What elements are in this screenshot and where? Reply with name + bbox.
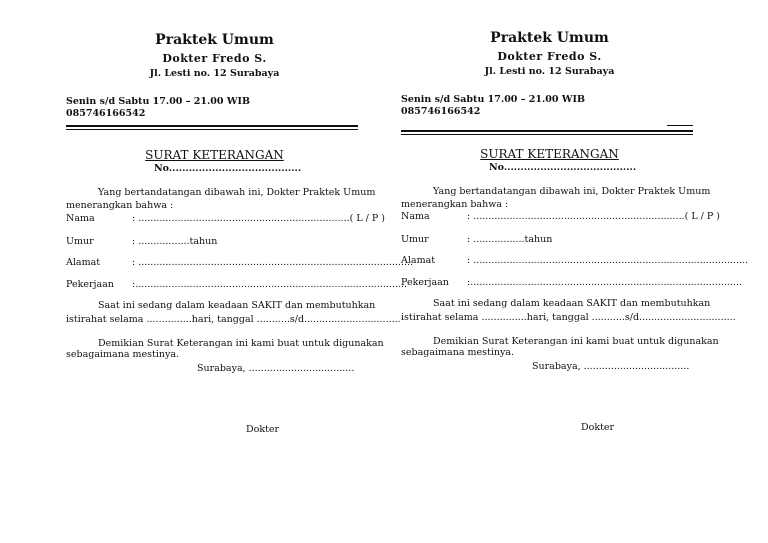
field-value-name: : ......................................................................( L / P ) [467, 211, 720, 222]
header-divider-thin [401, 134, 693, 135]
field-label-address: Alamat [401, 255, 436, 266]
field-value-age: : .................tahun [467, 234, 553, 245]
certificate-right [397, 30, 749, 510]
intro-line-2: menerangkan bahwa : [66, 200, 174, 211]
phone-number: 085746166542 [401, 106, 481, 117]
field-label-name: Nama [66, 213, 95, 224]
certificate-title: SURAT KETERANGAN [145, 148, 284, 162]
signature-label: Dokter [581, 422, 615, 433]
phone-number: 085746166542 [66, 108, 146, 119]
header-divider-thick [66, 125, 358, 127]
sick-statement-line-1: Saat ini sedang dalam keadaan SAKIT dan membutuhkan [98, 300, 376, 311]
certificate-left [62, 32, 414, 512]
clinic-address: Jl. Lesti no. 12 Surabaya [149, 68, 280, 79]
field-value-name: : ......................................................................( L / P ) [132, 213, 385, 224]
field-value-occupation: :.......................................................................................... [467, 277, 742, 288]
practice-hours: Senin s/d Sabtu 17.00 – 21.00 WIB [401, 94, 585, 105]
closing-line-1: Demikian Surat Keterangan ini kami buat untuk digunakan [433, 336, 719, 347]
place-date: Surabaya, ................................... [197, 363, 355, 374]
clinic-address: Jl. Lesti no. 12 Surabaya [484, 66, 615, 77]
doctor-name: Dokter Fredo S. [162, 52, 267, 65]
sick-statement-line-2: istirahat selama ...............hari, tanggal ...........s/d................................ [401, 312, 736, 323]
field-label-occupation: Pekerjaan [401, 277, 449, 288]
clinic-name: Praktek Umum [490, 30, 609, 46]
practice-hours: Senin s/d Sabtu 17.00 – 21.00 WIB [66, 96, 250, 107]
field-label-age: Umur [66, 236, 94, 247]
sick-statement-line-2: istirahat selama ...............hari, tanggal ...........s/d................................ [66, 314, 401, 325]
field-label-age: Umur [401, 234, 429, 245]
certificate-title: SURAT KETERANGAN [480, 147, 619, 161]
field-value-occupation: :.......................................................................................... [132, 279, 407, 290]
sick-statement-line-1: Saat ini sedang dalam keadaan SAKIT dan membutuhkan [433, 298, 711, 309]
header-divider-thick [401, 130, 693, 132]
intro-line-2: menerangkan bahwa : [401, 199, 509, 210]
closing-line-2: sebagaimana mestinya. [66, 349, 180, 360]
closing-line-1: Demikian Surat Keterangan ini kami buat untuk digunakan [98, 338, 384, 349]
header-divider-mark [667, 125, 693, 126]
intro-line-1: Yang bertandatangan dibawah ini, Dokter Praktek Umum [433, 186, 711, 197]
certificate-number: No........................................ [154, 163, 302, 174]
certificate-number: No........................................ [489, 162, 637, 173]
field-value-age: : .................tahun [132, 236, 218, 247]
closing-line-2: sebagaimana mestinya. [401, 347, 515, 358]
field-label-address: Alamat [66, 257, 101, 268]
field-value-address: : ........................................................................................... [132, 257, 414, 268]
clinic-name: Praktek Umum [155, 32, 274, 48]
field-label-occupation: Pekerjaan [66, 279, 114, 290]
signature-label: Dokter [246, 424, 280, 435]
field-label-name: Nama [401, 211, 430, 222]
place-date: Surabaya, ................................... [532, 361, 690, 372]
field-value-address: : ........................................................................................... [467, 255, 749, 266]
doctor-name: Dokter Fredo S. [497, 50, 602, 63]
intro-line-1: Yang bertandatangan dibawah ini, Dokter Praktek Umum [98, 187, 376, 198]
header-divider-thin [66, 129, 358, 130]
